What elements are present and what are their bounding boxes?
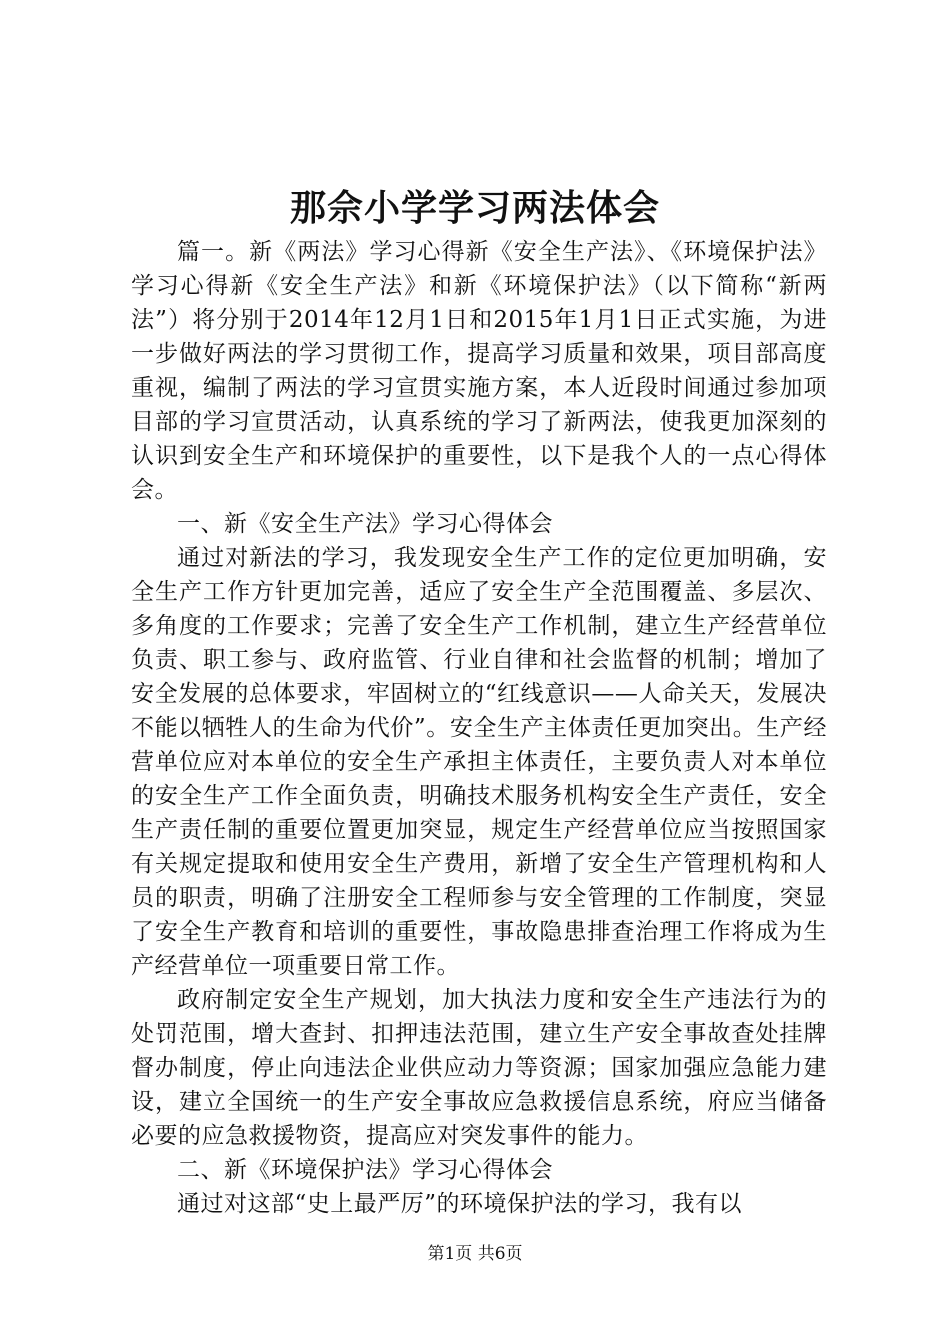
paragraph-environment-law: 通过对这部“史上最严厉”的环境保护法的学习，我有以 (177, 1191, 743, 1217)
paragraph-government: 政府制定安全生产规划，加大执法力度和安全生产违法行为的处罚范围，增大查封、扣押违法范围，建立生产安全事故查处挂牌督办制度，停止向违法企业供应动力等资源；国家加强应急能力建设，建立全国统一的生产安全事故应急救援信息系统，府应当储备必要的应急救援物资，提高应对突发事件的能力。 (131, 987, 827, 1149)
page-number-footer: 第1页 共6页 (427, 1244, 523, 1264)
paragraph-intro: 篇一。新《两法》学习心得新《安全生产法》、《环境保护法》学习心得新《安全生产法》和新《环境保护法》（以下简称“新两法”）将分别于2014年12月1日和2015年1月1日正式实施，为进一步做好两法的学习贯彻工作，提高学习质量和效果，项目部高度重视，编制了两法的学习宣贯实施方案，本人近段时间通过参加项目部的学习宣贯活动，认真系统的学习了新两法，使我更加深刻的认识到安全生产和环境保护的重要性，以下是我个人的一点心得体会。 (131, 239, 827, 503)
document-body (131, 235, 827, 1221)
section-heading-safety-law: 一、新《安全生产法》学习心得体会 (177, 511, 553, 537)
paragraph-safety-law: 通过对新法的学习，我发现安全生产工作的定位更加明确，安全生产工作方针更加完善，适应了安全生产全范围覆盖、多层次、多角度的工作要求；完善了安全生产工作机制，建立生产经营单位负责、职工参与、政府监管、行业自律和社会监督的机制；增加了安全发展的总体要求，牢固树立的“红线意识——人命关天，发展决不能以牺牲人的生命为代价”。安全生产主体责任更加突出。生产经营单位应对本单位的安全生产承担主体责任，主要负责人对本单位的安全生产工作全面负责，明确技术服务机构安全生产责任，安全生产责任制的重要位置更加突显，规定生产经营单位应当按照国家有关规定提取和使用安全生产费用，新增了安全生产管理机构和人员的职责，明确了注册安全工程师参与安全管理的工作制度，突显了安全生产教育和培训的重要性，事故隐患排查治理工作将成为生产经营单位一项重要日常工作。 (131, 545, 827, 979)
section-heading-environment-law: 二、新《环境保护法》学习心得体会 (177, 1157, 553, 1183)
document-title: 那佘小学学习两法体会 (289, 187, 660, 229)
